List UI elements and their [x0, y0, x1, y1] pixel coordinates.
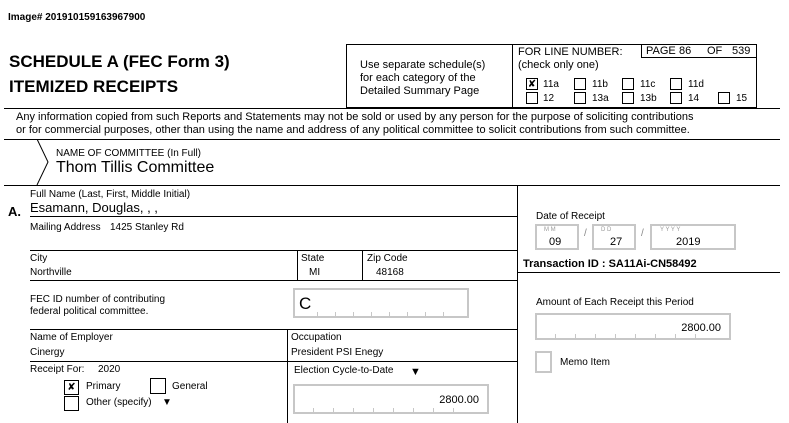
amount-value: 2800.00: [681, 322, 721, 334]
line-15-label: 15: [736, 93, 748, 104]
occupation-label: Occupation: [291, 332, 342, 343]
mailing-address-label: Mailing Address: [30, 222, 101, 233]
fec-id-label-1: FEC ID number of contributing: [30, 294, 166, 305]
itemized-receipts-title: ITEMIZED RECEIPTS: [9, 77, 179, 96]
line-11a-label: 11a: [543, 79, 559, 90]
amount-label: Amount of Each Receipt this Period: [536, 297, 694, 308]
line-11c-checkbox[interactable]: [622, 78, 634, 90]
employer-value: Cinergy: [30, 347, 65, 358]
primary-checkbox[interactable]: ✘: [64, 380, 79, 395]
header-divider: [4, 108, 780, 109]
date-separator-2: /: [641, 228, 644, 239]
election-cycle-label: Election Cycle-to-Date: [294, 365, 394, 376]
receipt-for-year: 2020: [98, 364, 121, 375]
city-state-separator: [297, 250, 298, 280]
election-cycle-amount: 2800.00: [439, 394, 479, 406]
schedule-title: SCHEDULE A (FEC Form 3): [9, 52, 230, 71]
year-hint: Y Y Y Y: [660, 227, 681, 233]
check-only-one-label: (check only one): [518, 59, 599, 71]
state-zip-separator: [362, 250, 363, 280]
election-cycle-amount-field[interactable]: [293, 384, 489, 414]
general-label: General: [172, 381, 208, 392]
other-specify-label: Other (specify): [86, 397, 152, 408]
date-month-field[interactable]: [535, 224, 579, 250]
line-13b-checkbox[interactable]: [622, 92, 634, 104]
zip-value: 48168: [376, 267, 404, 278]
fec-id-field[interactable]: [293, 288, 469, 318]
for-line-number-label: FOR LINE NUMBER:: [518, 46, 623, 58]
image-id: Image# 201910159163967900: [8, 12, 146, 23]
line-13b-label: 13b: [640, 93, 657, 104]
notice-line-2: or for commercial purposes, other than using the name and address of any political committee to solicit contributions from such committee.: [16, 124, 690, 136]
committee-chevron: [36, 139, 50, 185]
address-divider: [30, 250, 517, 251]
full-name-label: Full Name (Last, First, Middle Initial): [30, 189, 191, 200]
notice-line-1: Any information copied from such Reports and Statements may not be sold or used by any person for the purpose of soliciting contributions: [16, 111, 694, 123]
state-label: State: [301, 253, 325, 264]
month-hint: M M: [544, 227, 556, 233]
fec-id-label-2: federal political committee.: [30, 306, 149, 317]
date-separator-1: /: [584, 228, 587, 239]
transaction-id: Transaction ID : SA11Ai-CN58492: [523, 258, 697, 270]
other-dropdown-icon[interactable]: ▼: [162, 397, 172, 408]
page-total: 539: [732, 45, 751, 57]
memo-item-label: Memo Item: [560, 357, 611, 368]
amount-field[interactable]: [535, 313, 731, 340]
line-11d-label: 11d: [688, 79, 704, 90]
of-label: OF: [707, 45, 723, 57]
city-value: Northville: [30, 267, 72, 278]
employer-divider: [30, 361, 517, 362]
panel-separator: [517, 185, 518, 423]
fec-id-prefix: C: [299, 294, 312, 313]
instructions-line-2: for each category of the: [360, 72, 476, 84]
line-11b-label: 11b: [592, 79, 608, 90]
instructions-line-1: Use separate schedule(s): [360, 59, 486, 71]
zip-label: Zip Code: [367, 253, 408, 264]
line-11c-label: 11c: [640, 79, 656, 90]
committee-label: NAME OF COMMITTEE (In Full): [56, 148, 201, 159]
employer-label: Name of Employer: [30, 332, 113, 343]
day-hint: D D: [601, 227, 612, 233]
memo-item-checkbox[interactable]: [535, 351, 552, 373]
primary-label: Primary: [86, 381, 121, 392]
line-11d-checkbox[interactable]: [670, 78, 682, 90]
committee-name: Thom Tillis Committee: [56, 159, 215, 176]
transaction-divider: [517, 272, 780, 273]
state-value: MI: [309, 267, 321, 278]
entry-letter: A.: [8, 204, 21, 219]
occupation-value: President PSI Enegy: [291, 347, 384, 358]
date-day: 27: [610, 236, 623, 248]
page-number: 86: [679, 45, 692, 57]
line-12-checkbox[interactable]: [526, 92, 538, 104]
general-checkbox[interactable]: [150, 378, 166, 394]
line-13a-checkbox[interactable]: [574, 92, 586, 104]
receipt-for-label: Receipt For:: [30, 364, 85, 375]
other-checkbox[interactable]: [64, 396, 79, 411]
date-month: 09: [549, 236, 562, 248]
date-of-receipt-label: Date of Receipt: [536, 211, 605, 222]
city-label: City: [30, 253, 48, 264]
instructions-line-3: Detailed Summary Page: [360, 85, 480, 97]
notice-divider: [4, 139, 780, 140]
date-year: 2019: [676, 236, 701, 248]
committee-divider: [4, 185, 780, 186]
full-name-underline: [30, 216, 517, 217]
line-11a-checkbox[interactable]: ✘: [527, 79, 537, 90]
line-11b-checkbox[interactable]: [574, 78, 586, 90]
line-12-label: 12: [543, 93, 555, 104]
line-13a-label: 13a: [592, 93, 609, 104]
date-year-field[interactable]: [650, 224, 736, 250]
election-cycle-dropdown-icon[interactable]: ▼: [410, 366, 421, 378]
city-divider: [30, 280, 517, 281]
line-14-label: 14: [688, 93, 700, 104]
fec-divider: [30, 329, 517, 330]
date-day-field[interactable]: [592, 224, 636, 250]
line-15-checkbox[interactable]: [718, 92, 730, 104]
mailing-address-value: 1425 Stanley Rd: [110, 222, 184, 233]
employer-occupation-separator: [287, 329, 288, 423]
page-label: PAGE: [646, 45, 676, 57]
line-14-checkbox[interactable]: [670, 92, 682, 104]
full-name-value: Esamann, Douglas, , ,: [30, 200, 158, 215]
